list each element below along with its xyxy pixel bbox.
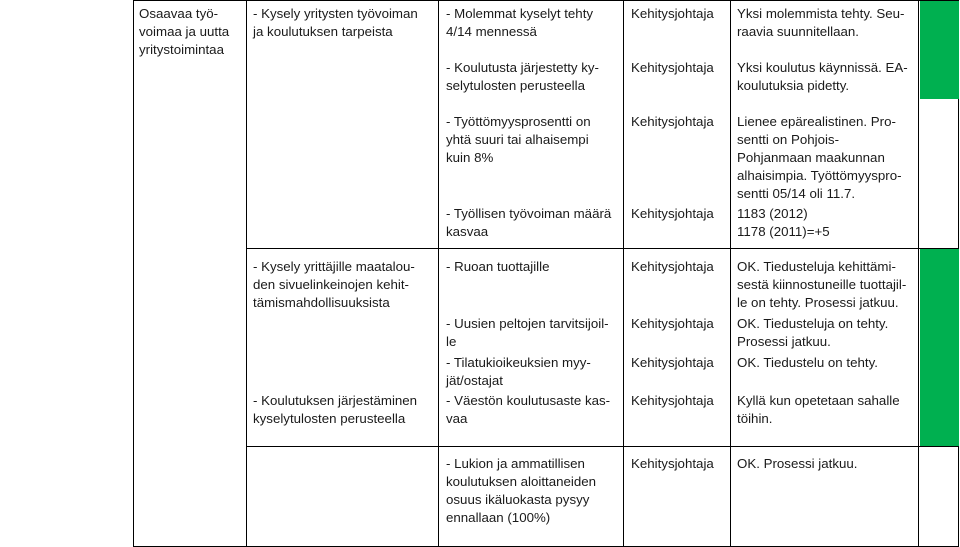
theme-line: voimaa ja uutta xyxy=(139,24,230,39)
action-cell xyxy=(253,5,433,41)
status-note-line: 1183 (2012) xyxy=(737,206,808,221)
indicator-line: - Työllisen työvoiman määrä xyxy=(446,206,612,221)
row-divider xyxy=(246,446,958,447)
indicator-line: koulutuksen aloittaneiden xyxy=(446,474,597,489)
indicator-line: - Koulutusta järjestetty ky- xyxy=(446,60,599,75)
indicator-cell xyxy=(446,258,616,276)
action-cell xyxy=(253,258,433,312)
responsible-cell: Kehitysjohtaja xyxy=(631,60,714,75)
status-note-cell xyxy=(737,5,917,41)
indicator-cell xyxy=(446,455,616,527)
indicator-cell xyxy=(446,59,616,95)
status-note-line: OK. Tiedusteluja on tehty. xyxy=(737,316,889,331)
status-note-line: Kyllä kun opetetaan sahalle xyxy=(737,393,900,408)
status-note-line: Yksi koulutus käynnissä. EA- xyxy=(737,60,908,75)
indicator-cell xyxy=(446,354,616,390)
column-divider xyxy=(438,0,439,547)
indicator-line: - Ruoan tuottajille xyxy=(446,259,550,274)
status-note-line: raavia suunnitellaan. xyxy=(737,24,859,39)
status-note-line: OK. Tiedustelu on tehty. xyxy=(737,355,878,370)
status-note-cell xyxy=(737,258,917,312)
status-note-line: sentti on Pohjois- xyxy=(737,132,839,147)
indicator-cell xyxy=(446,392,616,428)
indicator-line: kasvaa xyxy=(446,224,489,239)
action-line: den sivuelinkeinojen kehit- xyxy=(253,277,409,292)
column-divider xyxy=(246,0,247,547)
status-note-cell xyxy=(737,205,917,241)
indicator-cell xyxy=(446,315,616,351)
status-note-line: le on tehty. Prosessi jatkuu. xyxy=(737,295,899,310)
status-note-cell xyxy=(737,455,917,473)
row-divider xyxy=(246,248,958,249)
action-line: - Kysely yritysten työvoiman xyxy=(253,6,418,21)
responsible-cell: Kehitysjohtaja xyxy=(631,206,714,221)
status-note-line: Pohjanmaan maakunnan xyxy=(737,150,885,165)
column-divider xyxy=(623,0,624,547)
status-note-line: Yksi molemmista tehty. Seu- xyxy=(737,6,905,21)
status-note-line: Lienee epärealistinen. Pro- xyxy=(737,114,896,129)
indicator-line: - Väestön koulutusaste kas- xyxy=(446,393,611,408)
indicator-cell xyxy=(446,5,616,41)
indicator-line: kuin 8% xyxy=(446,150,494,165)
status-note-cell xyxy=(737,315,917,351)
indicator-line: vaa xyxy=(446,411,468,426)
indicator-line: selytulosten perusteella xyxy=(446,78,585,93)
indicator-line: - Molemmat kyselyt tehty xyxy=(446,6,594,21)
responsible-cell: Kehitysjohtaja xyxy=(631,456,714,471)
indicator-line: le xyxy=(446,334,457,349)
action-line: tämismahdollisuuksista xyxy=(253,295,390,310)
status-note-line: sestä kiinnostuneille tuottajil- xyxy=(737,277,907,292)
responsible-cell: Kehitysjohtaja xyxy=(631,316,714,331)
status-note-line: 1178 (2011)=+5 xyxy=(737,224,830,239)
indicator-line: - Lukion ja ammatillisen xyxy=(446,456,585,471)
responsible-cell: Kehitysjohtaja xyxy=(631,114,714,129)
status-note-line: OK. Prosessi jatkuu. xyxy=(737,456,858,471)
indicator-cell xyxy=(446,113,616,167)
status-note-line: sentti 05/14 oli 11.7. xyxy=(737,186,856,201)
status-indicator-green xyxy=(920,249,959,446)
theme-line: yritystoimintaa xyxy=(139,42,224,57)
responsible-cell: Kehitysjohtaja xyxy=(631,6,714,21)
status-note-cell xyxy=(737,354,917,372)
status-note-line: OK. Tiedusteluja kehittämi- xyxy=(737,259,896,274)
action-line: - Koulutuksen järjestäminen xyxy=(253,393,418,408)
responsible-cell: Kehitysjohtaja xyxy=(631,259,714,274)
indicator-line: - Tilatukioikeuksien myy- xyxy=(446,355,591,370)
action-line: kyselytulosten perusteella xyxy=(253,411,406,426)
status-note-line: töihin. xyxy=(737,411,773,426)
theme-line: Osaavaa työ- xyxy=(139,6,219,21)
status-indicator-green xyxy=(920,1,959,99)
action-line: ja koulutuksen tarpeista xyxy=(253,24,393,39)
status-note-cell xyxy=(737,392,917,428)
table-border xyxy=(133,0,959,1)
status-note-line: alhaisimpia. Työttömyyspro- xyxy=(737,168,902,183)
status-note-cell xyxy=(737,113,917,203)
indicator-line: yhtä suuri tai alhaisempi xyxy=(446,132,589,147)
action-line: - Kysely yrittäjille maatalou- xyxy=(253,259,415,274)
responsible-cell: Kehitysjohtaja xyxy=(631,393,714,408)
column-divider xyxy=(730,0,731,547)
column-divider xyxy=(918,0,919,547)
indicator-line: osuus ikäluokasta pysyy xyxy=(446,492,590,507)
status-note-cell xyxy=(737,59,917,95)
indicator-cell xyxy=(446,205,616,241)
table-border xyxy=(133,0,134,547)
responsible-cell: Kehitysjohtaja xyxy=(631,355,714,370)
indicator-line: - Työttömyysprosentti on xyxy=(446,114,591,129)
indicator-line: 4/14 mennessä xyxy=(446,24,537,39)
indicator-line: ennallaan (100%) xyxy=(446,510,551,525)
status-note-line: koulutuksia pidetty. xyxy=(737,78,850,93)
indicator-line: - Uusien peltojen tarvitsijoil- xyxy=(446,316,609,331)
theme-cell xyxy=(139,5,247,59)
action-cell xyxy=(253,392,433,428)
indicator-line: jät/ostajat xyxy=(446,373,503,388)
status-note-line: Prosessi jatkuu. xyxy=(737,334,831,349)
